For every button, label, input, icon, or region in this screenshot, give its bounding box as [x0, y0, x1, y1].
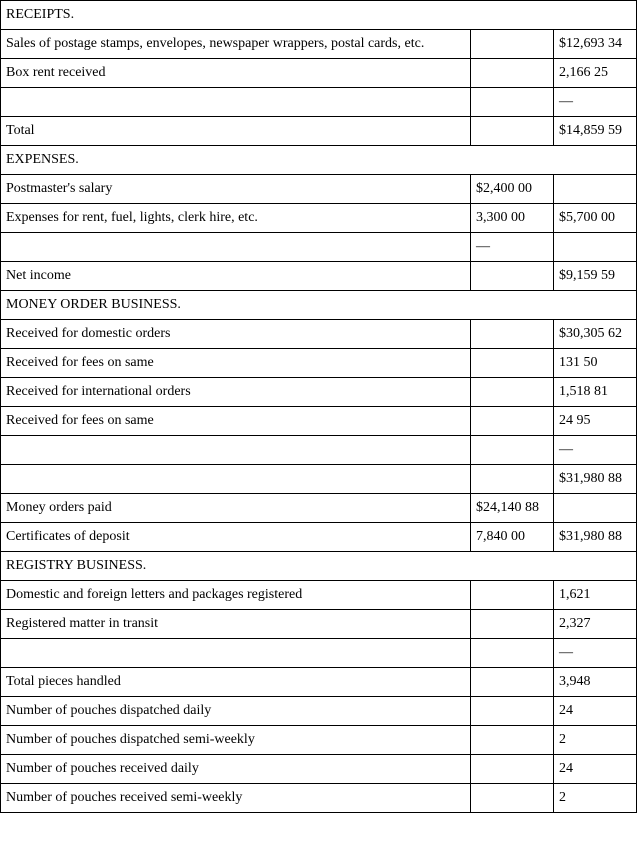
row-right-value: $31,980 88 [554, 523, 637, 552]
row-label: Received for fees on same [1, 349, 471, 378]
row-mid-value: — [471, 233, 554, 262]
row-label [1, 436, 471, 465]
row-label: Sales of postage stamps, envelopes, newspaper wrappers, postal cards, etc. [1, 30, 471, 59]
table-row [1, 494, 637, 523]
row-label: Number of pouches dispatched daily [1, 697, 471, 726]
row-right-value: 131 50 [554, 349, 637, 378]
row-label [1, 233, 471, 262]
ledger-body [1, 1, 637, 813]
table-row [1, 610, 637, 639]
row-right-value: $12,693 34 [554, 30, 637, 59]
row-right-value: $5,700 00 [554, 204, 637, 233]
table-row [1, 436, 637, 465]
row-right-value: 1,518 81 [554, 378, 637, 407]
row-label: Domestic and foreign letters and packages registered [1, 581, 471, 610]
row-label: Total [1, 117, 471, 146]
row-label: Box rent received [1, 59, 471, 88]
row-mid-value [471, 378, 554, 407]
row-label: Number of pouches dispatched semi-weekly [1, 726, 471, 755]
section-heading-receipts [1, 1, 637, 30]
table-row [1, 233, 637, 262]
section-heading-expenses [1, 146, 637, 175]
row-right-value: 2,327 [554, 610, 637, 639]
row-label [1, 639, 471, 668]
row-label: Certificates of deposit [1, 523, 471, 552]
row-label: Postmaster's salary [1, 175, 471, 204]
table-row [1, 407, 637, 436]
row-right-value [554, 494, 637, 523]
row-mid-value [471, 697, 554, 726]
row-mid-value [471, 436, 554, 465]
row-right-value: $14,859 59 [554, 117, 637, 146]
row-mid-value [471, 30, 554, 59]
table-row [1, 697, 637, 726]
table-row [1, 30, 637, 59]
row-right-value: 2,166 25 [554, 59, 637, 88]
row-mid-value [471, 117, 554, 146]
row-label: Received for international orders [1, 378, 471, 407]
row-right-value: 2 [554, 726, 637, 755]
row-right-value: — [554, 436, 637, 465]
row-mid-value [471, 581, 554, 610]
row-mid-value: 7,840 00 [471, 523, 554, 552]
row-right-value [554, 233, 637, 262]
row-mid-value [471, 668, 554, 697]
row-mid-value [471, 88, 554, 117]
row-mid-value [471, 755, 554, 784]
row-label [1, 465, 471, 494]
row-mid-value [471, 726, 554, 755]
table-row [1, 320, 637, 349]
table-row [1, 581, 637, 610]
section-heading-money-order [1, 291, 637, 320]
row-right-value: $9,159 59 [554, 262, 637, 291]
row-mid-value [471, 784, 554, 813]
row-mid-value [471, 262, 554, 291]
row-mid-value: 3,300 00 [471, 204, 554, 233]
row-mid-value [471, 407, 554, 436]
row-label: Net income [1, 262, 471, 291]
section-heading: EXPENSES. [1, 146, 637, 175]
row-label: Received for fees on same [1, 407, 471, 436]
row-label: Number of pouches received semi-weekly [1, 784, 471, 813]
row-mid-value [471, 610, 554, 639]
row-right-value [554, 175, 637, 204]
table-row [1, 204, 637, 233]
table-row [1, 262, 637, 291]
table-row [1, 755, 637, 784]
row-right-value: 2 [554, 784, 637, 813]
row-right-value: — [554, 639, 637, 668]
row-right-value: 3,948 [554, 668, 637, 697]
table-row [1, 726, 637, 755]
row-right-value: 24 [554, 755, 637, 784]
table-row [1, 465, 637, 494]
row-right-value: 24 [554, 697, 637, 726]
row-label: Total pieces handled [1, 668, 471, 697]
section-heading: RECEIPTS. [1, 1, 637, 30]
row-mid-value [471, 59, 554, 88]
row-mid-value: $24,140 88 [471, 494, 554, 523]
row-right-value: $30,305 62 [554, 320, 637, 349]
row-mid-value: $2,400 00 [471, 175, 554, 204]
row-label: Registered matter in transit [1, 610, 471, 639]
table-row [1, 668, 637, 697]
row-right-value: 24 95 [554, 407, 637, 436]
table-row [1, 59, 637, 88]
section-heading: REGISTRY BUSINESS. [1, 552, 637, 581]
row-label: Received for domestic orders [1, 320, 471, 349]
row-label: Expenses for rent, fuel, lights, clerk hire, etc. [1, 204, 471, 233]
table-row [1, 378, 637, 407]
row-right-value: $31,980 88 [554, 465, 637, 494]
row-label: Number of pouches received daily [1, 755, 471, 784]
row-right-value: — [554, 88, 637, 117]
row-right-value: 1,621 [554, 581, 637, 610]
table-row [1, 175, 637, 204]
row-mid-value [471, 639, 554, 668]
section-heading: MONEY ORDER BUSINESS. [1, 291, 637, 320]
row-label [1, 88, 471, 117]
table-row [1, 88, 637, 117]
row-label: Money orders paid [1, 494, 471, 523]
table-row [1, 523, 637, 552]
table-row [1, 784, 637, 813]
row-mid-value [471, 320, 554, 349]
table-row [1, 117, 637, 146]
row-mid-value [471, 349, 554, 378]
table-row [1, 349, 637, 378]
table-row [1, 639, 637, 668]
section-heading-registry [1, 552, 637, 581]
row-mid-value [471, 465, 554, 494]
